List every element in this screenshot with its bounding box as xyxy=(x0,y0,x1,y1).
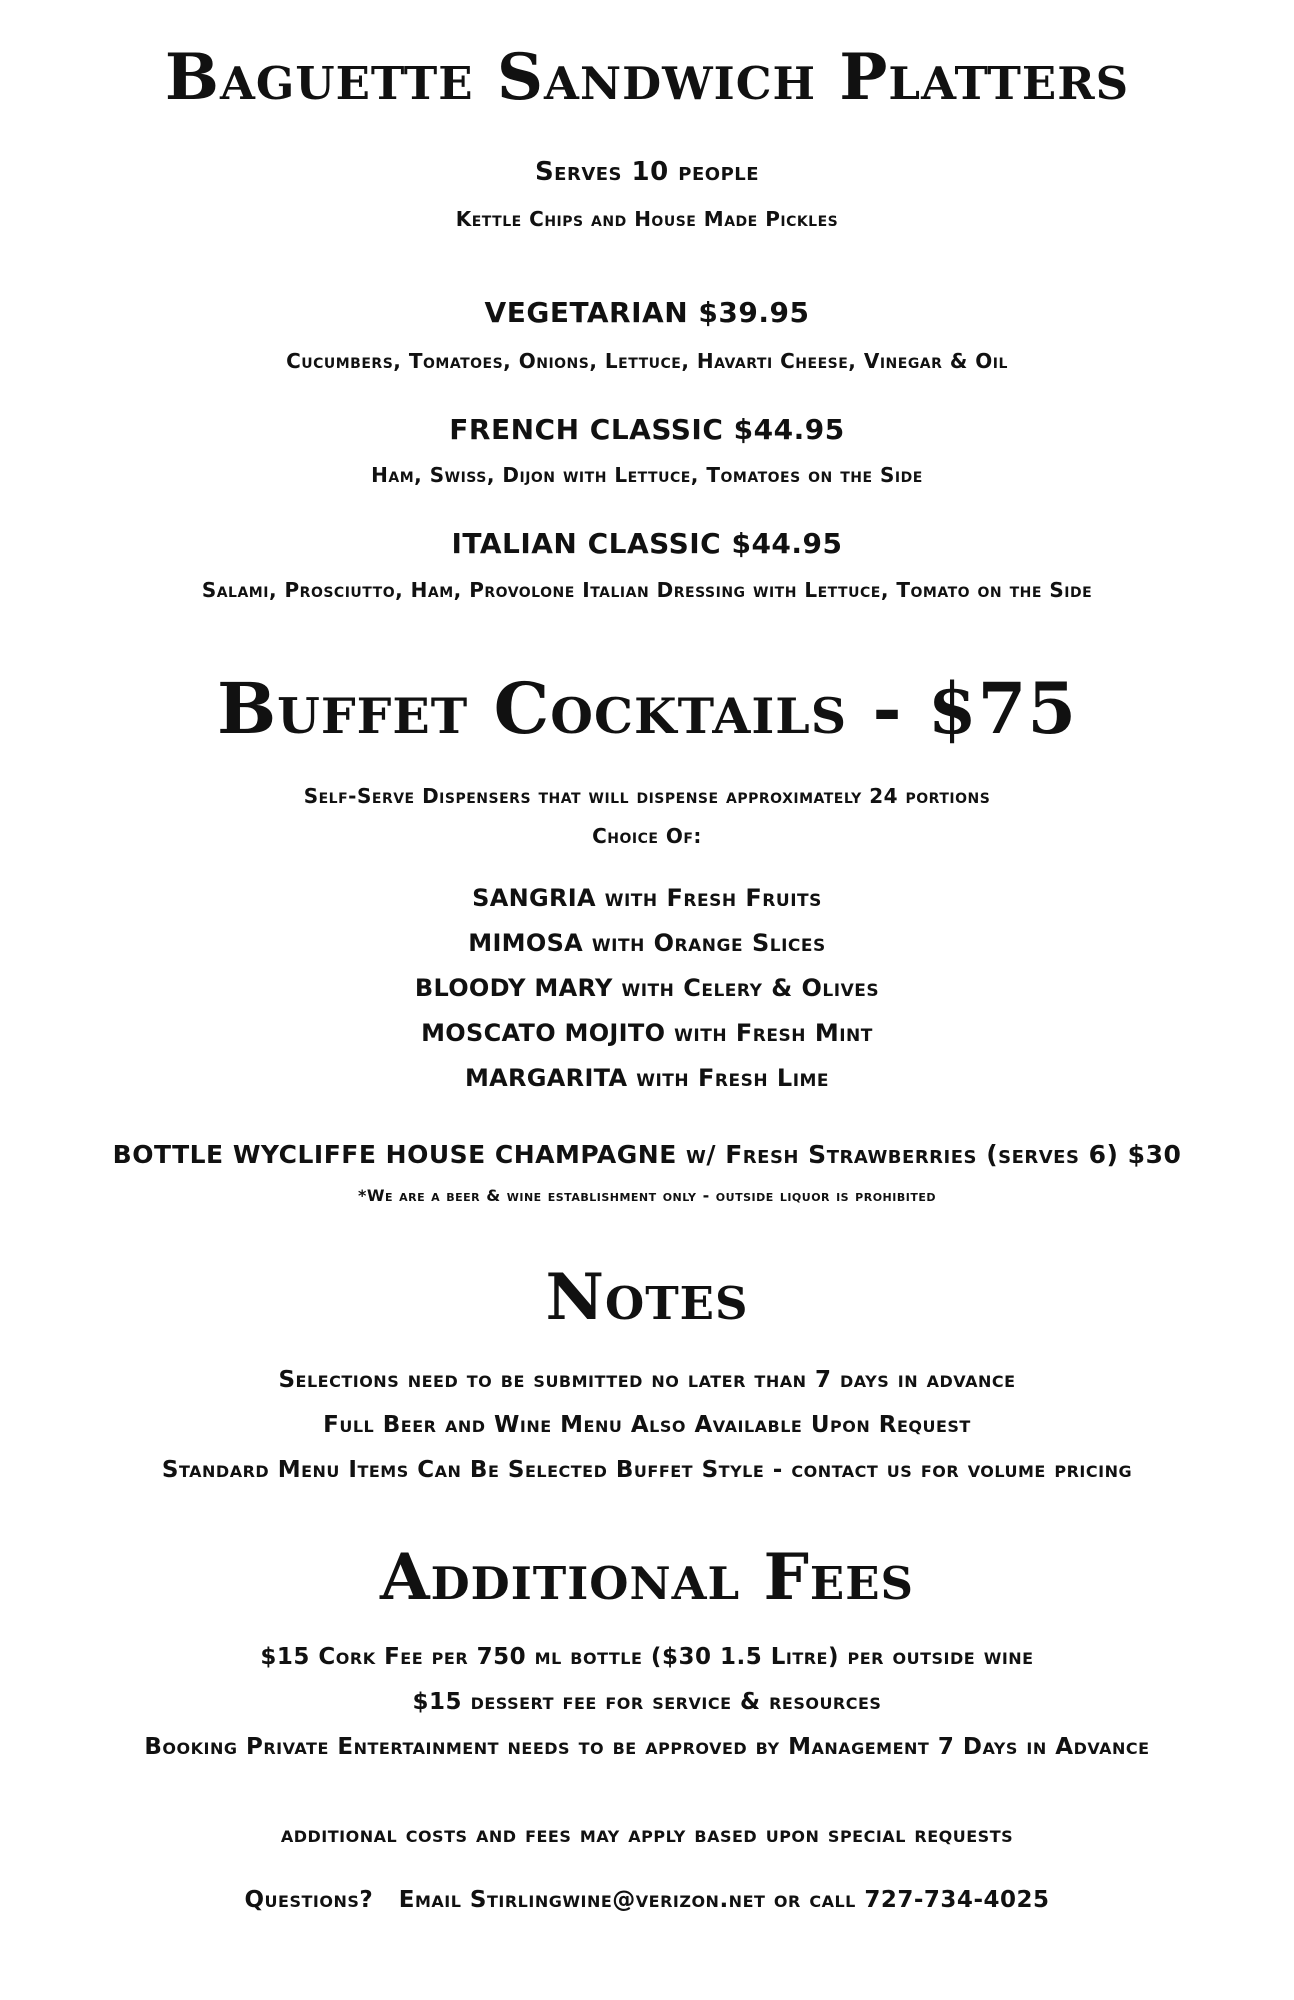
notes-title: Notes xyxy=(545,1260,749,1335)
champagne-name: BOTTLE WYCLIFFE HOUSE CHAMPAGNE xyxy=(112,1140,677,1169)
drink-name: MIMOSA xyxy=(468,929,584,957)
fees-line: $15 Cork Fee per 750 ml bottle ($30 1.5 Litre) per outside wine xyxy=(260,1644,1034,1670)
drink-detail: with Fresh Fruits xyxy=(604,884,822,912)
item-italian-title: ITALIAN CLASSIC $44.95 xyxy=(451,527,843,560)
fees-extra: additional costs and fees may apply based upon special requests xyxy=(280,1822,1014,1848)
drink-name: MARGARITA xyxy=(464,1064,628,1092)
drink-detail: with Celery & Olives xyxy=(621,974,880,1002)
drink-margarita xyxy=(0,1063,1294,1093)
drink-mimosa xyxy=(0,928,1294,958)
drink-sangria xyxy=(0,883,1294,913)
fees-line: $15 dessert fee for service & resources xyxy=(412,1689,882,1715)
drink-detail: with Fresh Lime xyxy=(636,1064,830,1092)
notes-line: Full Beer and Wine Menu Also Available Upon Request xyxy=(323,1412,971,1438)
drink-name: BLOODY MARY xyxy=(414,974,613,1002)
sandwich-serves: Serves 10 people xyxy=(534,157,760,187)
liquor-disclaimer: *We are a beer & wine establishment only - outside liquor is prohibited xyxy=(358,1186,936,1205)
sandwich-title: Baguette Sandwich Platters xyxy=(164,40,1130,115)
sandwich-sides: Kettle Chips and House Made Pickles xyxy=(455,207,839,231)
cocktails-choice: Choice Of: xyxy=(592,824,702,848)
fees-line: Booking Private Entertainment needs to be approved by Management 7 Days in Advance xyxy=(144,1734,1150,1760)
item-french-title: FRENCH CLASSIC $44.95 xyxy=(449,413,845,446)
drink-moscato-mojito xyxy=(0,1018,1294,1048)
drink-bloody-mary xyxy=(0,973,1294,1003)
item-italian-desc: Salami, Prosciutto, Ham, Provolone Italian Dressing with Lettuce, Tomato on the Side xyxy=(201,578,1093,602)
contact-line: Questions? Email Stirlingwine@verizon.net or call 727-734-4025 xyxy=(244,1887,1050,1913)
champagne-detail: w/ Fresh Strawberries (serves 6) $30 xyxy=(686,1140,1182,1169)
drink-name: SANGRIA xyxy=(472,884,596,912)
item-vegetarian-title: VEGETARIAN $39.95 xyxy=(484,296,810,329)
item-vegetarian-desc: Cucumbers, Tomatoes, Onions, Lettuce, Havarti Cheese, Vinegar & Oil xyxy=(286,349,1008,373)
drink-detail: with Fresh Mint xyxy=(674,1019,873,1047)
cocktails-desc: Self-Serve Dispensers that will dispense approximately 24 portions xyxy=(303,784,991,808)
fees-title: Additional Fees xyxy=(380,1540,914,1615)
item-french-desc: Ham, Swiss, Dijon with Lettuce, Tomatoes on the Side xyxy=(371,463,923,487)
drink-detail: with Orange Slices xyxy=(591,929,826,957)
notes-line: Selections need to be submitted no later than 7 days in advance xyxy=(278,1367,1016,1393)
drink-name: MOSCATO MOJITO xyxy=(421,1019,666,1047)
cocktails-title: Buffet Cocktails - $75 xyxy=(216,667,1078,750)
notes-line: Standard Menu Items Can Be Selected Buffet Style - contact us for volume pricing xyxy=(161,1457,1133,1483)
champagne-line xyxy=(0,1140,1294,1170)
